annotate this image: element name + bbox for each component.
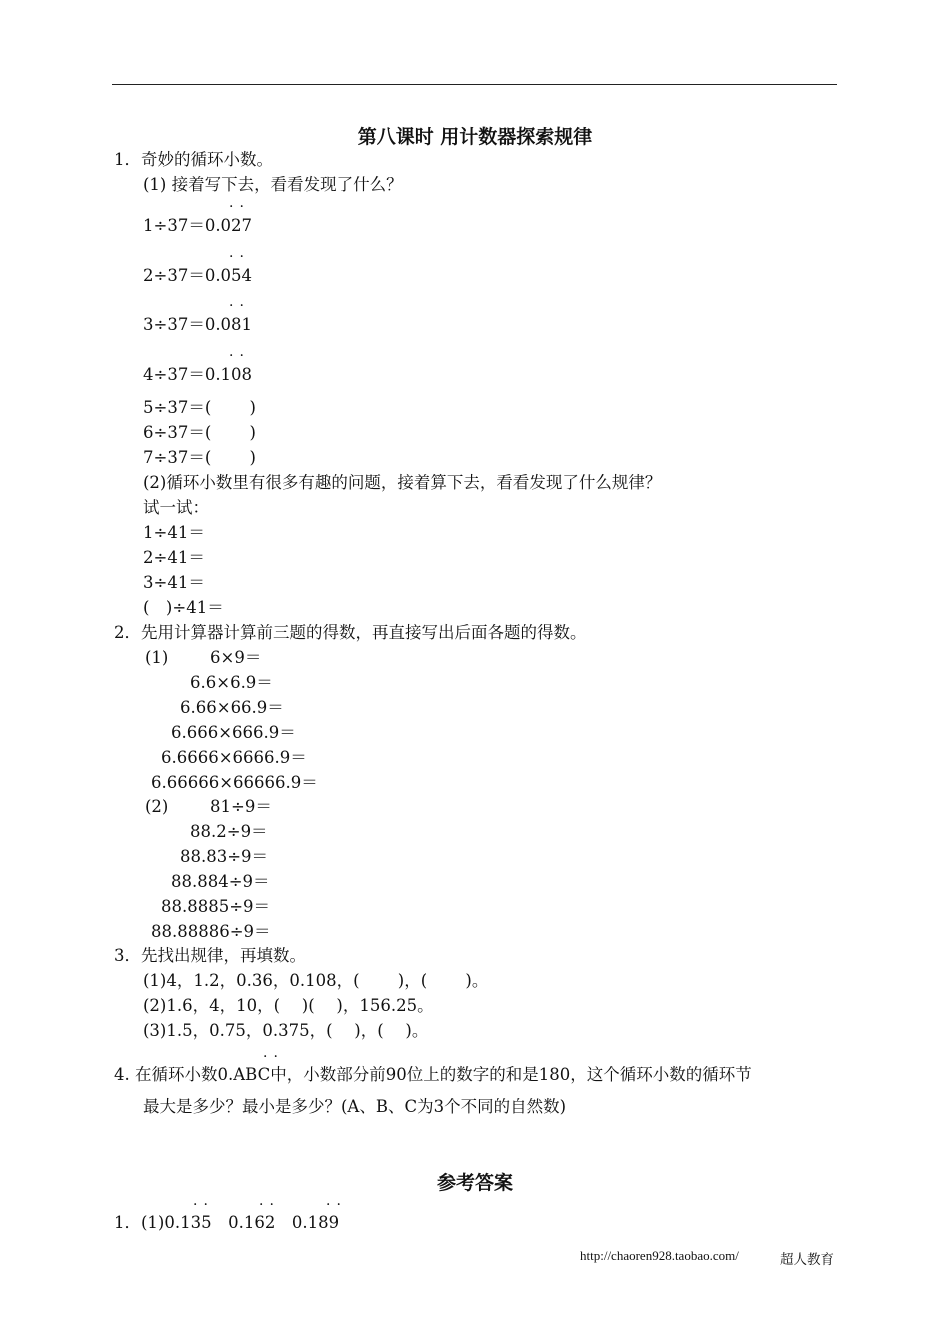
- q3-item-2: (2)1.6，4，10，( )( )，156.25。: [143, 996, 434, 1015]
- q2-p1-line-2: 6.6×6.9＝: [190, 673, 273, 692]
- q1-trial-1: 1÷41＝: [143, 523, 205, 542]
- q2-p1-line-1: 6×9＝: [210, 648, 262, 667]
- q2-p2-line-6: 88.88886÷9＝: [151, 922, 271, 941]
- q1-part2: (2)循环小数里有很多有趣的问题，接着算下去，看看发现了什么规律？: [143, 473, 662, 492]
- repeat-dots: ··: [229, 249, 250, 265]
- q1-trial-2: 2÷41＝: [143, 548, 205, 567]
- q1-eq-3: 3÷37＝0.081: [143, 315, 253, 334]
- repeat-dots: ··: [193, 1197, 214, 1213]
- repeat-dots: ··: [263, 1049, 284, 1065]
- q1-part1: (1) 接着写下去，看看发现了什么？: [143, 175, 403, 194]
- footer-brand: 超人教育: [780, 1252, 834, 1267]
- q1-eq-4: 4÷37＝0.108: [143, 365, 253, 384]
- q1-blank-1: 5÷37＝( ): [143, 398, 256, 417]
- answers-title: 参考答案: [436, 1172, 513, 1194]
- q1-eq-2: 2÷37＝0.054: [143, 266, 253, 285]
- q2-p2-line-2: 88.2÷9＝: [190, 822, 268, 841]
- q3-item-1: (1)4，1.2，0.36，0.108，( )，( )。: [143, 971, 489, 990]
- q2-part1-label: (1): [145, 648, 169, 667]
- q2-p2-line-4: 88.884÷9＝: [171, 872, 270, 891]
- header-rule: [112, 84, 837, 85]
- q1-blank-2: 6÷37＝( ): [143, 423, 256, 442]
- answer-line-1: 1．(1)0.135 0.162 0.189: [114, 1213, 340, 1232]
- q2-stem: 2．先用计算器计算前三题的得数，再直接写出后面各题的得数。: [114, 623, 587, 642]
- q2-p2-line-1: 81÷9＝: [210, 797, 272, 816]
- q2-p2-line-5: 88.8885÷9＝: [161, 897, 271, 916]
- lesson-title: 第八课时 用计数器探索规律: [357, 126, 593, 148]
- repeat-dots: ··: [229, 298, 250, 314]
- footer-url: http://chaoren928.taobao.com/: [580, 1248, 739, 1263]
- q2-p1-line-4: 6.666×666.9＝: [171, 723, 296, 742]
- q3-item-3: (3)1.5，0.75，0.375，( )，( )。: [143, 1021, 429, 1040]
- q1-trial-3: 3÷41＝: [143, 573, 205, 592]
- q2-p1-line-6: 6.66666×66666.9＝: [151, 773, 318, 792]
- q4-line-1: 4. 在循环小数0.ABC中，小数部分前90位上的数字的和是180，这个循环小数的循环节: [114, 1065, 752, 1084]
- q3-stem: 3．先找出规律，再填数。: [114, 946, 306, 965]
- q1-blank-3: 7÷37＝( ): [143, 448, 256, 467]
- q2-p2-line-3: 88.83÷9＝: [180, 847, 269, 866]
- repeat-dots: ··: [326, 1197, 347, 1213]
- q1-trial-4: ( )÷41＝: [143, 598, 224, 617]
- repeat-dots: ··: [229, 199, 250, 215]
- q2-p1-line-3: 6.66×66.9＝: [180, 698, 284, 717]
- q1-eq-1: 1÷37＝0.027: [143, 216, 253, 235]
- repeat-dots: ··: [229, 348, 250, 364]
- q2-part2-label: (2): [145, 797, 169, 816]
- repeat-dots: ··: [259, 1197, 280, 1213]
- q2-p1-line-5: 6.6666×6666.9＝: [161, 748, 307, 767]
- q4-line-2: 最大是多少？最小是多少？(A、B、C为3个不同的自然数): [143, 1097, 567, 1116]
- q1-stem: 1．奇妙的循环小数。: [114, 150, 273, 169]
- q1-try-label: 试一试：: [143, 498, 209, 517]
